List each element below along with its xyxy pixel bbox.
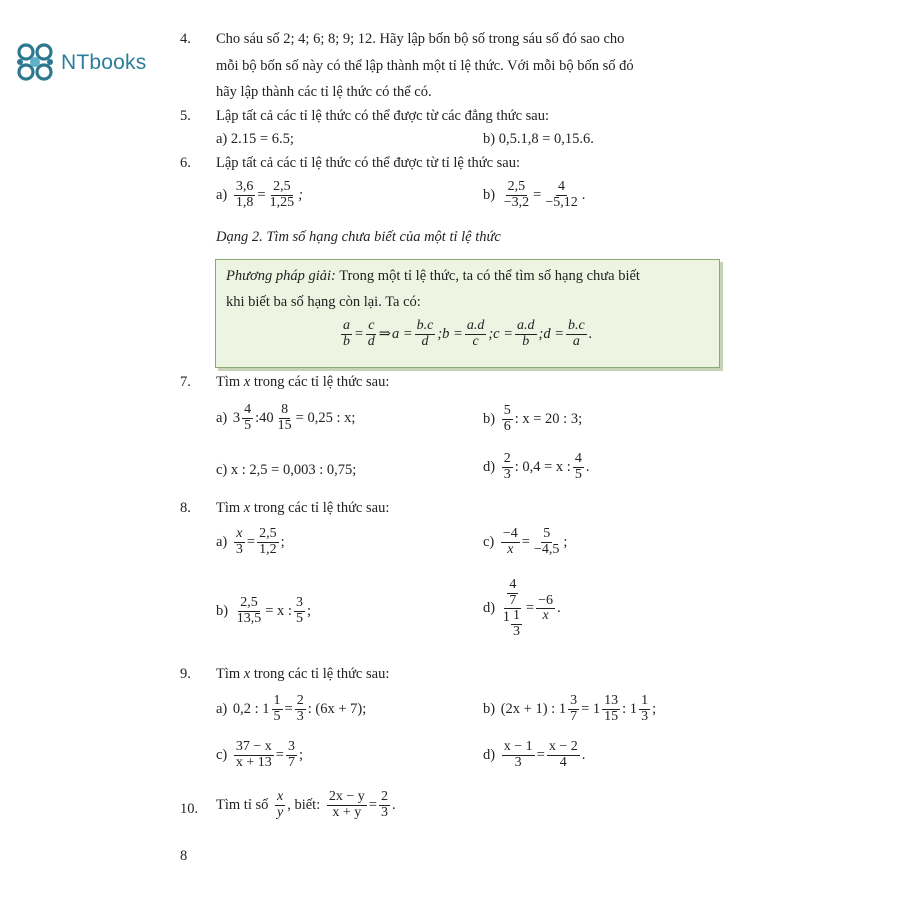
q8-text: Tìm x trong các tỉ lệ thức sau: — [216, 500, 390, 516]
q9-c: c) $\frac{37 - x}{x + 13}$ = $\frac{3}{7}$ ; — [216, 739, 304, 770]
page-number: 8 — [180, 848, 188, 864]
q10-number: 10. — [180, 801, 199, 817]
q6-text: Lập tất cả các tỉ lệ thức có thể được từ tỉ lệ thức sau: — [216, 155, 521, 171]
q4-line1: Cho sáu số 2; 4; 6; 8; 9; 12. Hãy lập bốn bộ số trong sáu số đó sao cho — [216, 31, 625, 47]
q7-c: c) x : 2,5 = 0,003 : 0,75; — [216, 462, 357, 478]
q9-d: d) $\frac{x - 1}{3}$ = $\frac{x - 2}{4}$ . — [483, 739, 586, 770]
q5-a: a) 2.15 = 6.5; — [216, 131, 294, 147]
fraction: $\frac{2,5}{-3,2}$ — [503, 179, 530, 210]
q7-text: Tìm x trong các tỉ lệ thức sau: — [216, 374, 390, 390]
section-heading: Dạng 2. Tìm số hạng chưa biết của một tỉ lệ thức — [216, 229, 501, 245]
fraction: $\frac{4}{-5,12}$ — [545, 179, 578, 210]
q9-number: 9. — [180, 666, 191, 682]
q6-b: b) $\frac{2,5}{-3,2}$ = $\frac{4}{-5,12}$ . — [483, 179, 586, 210]
method-formula: $\frac{a}{b}$ = $\frac{c}{d}$ ⇒ a = $\frac{b.c}{d}$ ;b = $\frac{a.d}{c}$ ;c = $\frac{a.d}{b}$ ;d = $\frac{b.c}{a}$ . — [343, 318, 593, 349]
q5-b: b) 0,5.1,8 = 0,15.6. — [483, 131, 594, 147]
q8-c: c) $\frac{-4}{x}$ = $\frac{5}{-4,5}$ ; — [483, 526, 568, 557]
q9-a: a) 0,2 : 1 $\frac{1}{5}$ = $\frac{2}{3}$ : (6x + 7); — [216, 693, 367, 724]
q5-text: Lập tất cả các tỉ lệ thức có thể được từ các đẳng thức sau: — [216, 108, 549, 124]
ntbooks-logo-icon — [12, 40, 58, 86]
q7-number: 7. — [180, 374, 191, 390]
fraction: $\frac{3,6}{1,8}$ — [235, 179, 254, 210]
ntbooks-logo — [12, 40, 146, 86]
brand-name: NTbooks — [61, 51, 147, 74]
q5-number: 5. — [180, 108, 191, 124]
q10-text: Tìm tỉ số $\frac{x}{y}$ , biết: $\frac{2x - y}{x + y}$ = $\frac{2}{3}$ . — [216, 789, 396, 820]
method-line2: khi biết ba số hạng còn lại. Ta có: — [226, 294, 421, 310]
q4-line2: mỗi bộ bốn số này có thể lập thành một tỉ lệ thức. Với mỗi bộ bốn số đó — [216, 58, 634, 74]
fraction: $\frac{2,5}{1,25}$ — [269, 179, 295, 210]
q9-b: b) (2x + 1) : 1 $\frac{3}{7}$ = 1 $\frac{13}{15}$ : 1 $\frac{1}{3}$ ; — [483, 693, 657, 724]
compound-fraction: $\frac{4}{7}$ 1 $\frac{1}{3}$ — [502, 577, 520, 640]
q4-number: 4. — [180, 31, 191, 47]
q7-d: d) $\frac{2}{3}$ : 0,4 = x : $\frac{4}{5}$ . — [483, 451, 590, 482]
q6-number: 6. — [180, 155, 191, 171]
q8-d: d) $\frac{4}{7}$ 1 $\frac{1}{3}$ = $\frac{-6}{x}$ . — [483, 577, 561, 640]
q4-line3: hãy lập thành các tỉ lệ thức có thể có. — [216, 84, 432, 100]
q7-a: a) 3 $\frac{4}{5}$ :40 $\frac{8}{15}$ = 0,25 : x; — [216, 402, 356, 433]
method-line1: Phương pháp giải: Trong một tỉ lệ thức, ta có thể tìm số hạng chưa biết — [226, 268, 640, 284]
q8-b: b) $\frac{2,5}{13,5}$ = x : $\frac{3}{5}$ ; — [216, 595, 311, 626]
q7-b: b) $\frac{5}{6}$ : x = 20 : 3; — [483, 403, 583, 434]
q8-a: a) $\frac{x}{3}$ = $\frac{2,5}{1,2}$ ; — [216, 526, 285, 557]
q6-a: a) $\frac{3,6}{1,8}$ = $\frac{2,5}{1,25}$ ; — [216, 179, 303, 210]
q9-text: Tìm x trong các tỉ lệ thức sau: — [216, 666, 390, 682]
q8-number: 8. — [180, 500, 191, 516]
